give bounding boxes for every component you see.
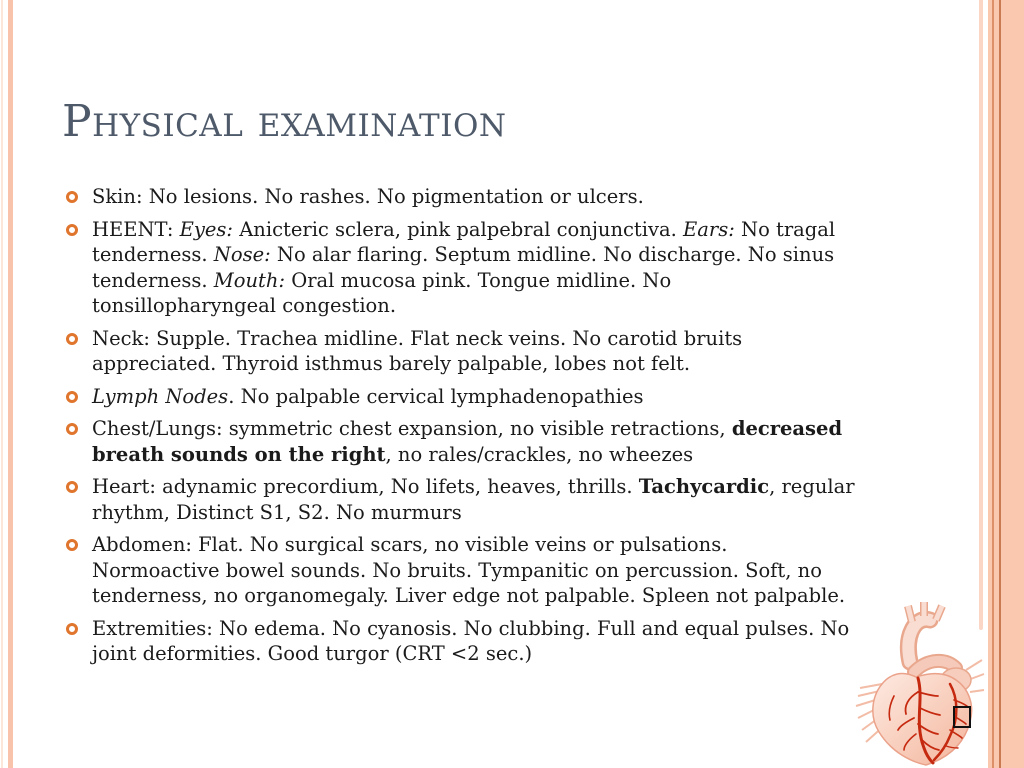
bullet-circle-icon — [66, 423, 78, 435]
heart-anatomy-svg — [854, 600, 986, 768]
bullet-item — [66, 416, 856, 467]
bullet-circle-icon — [66, 391, 78, 403]
bullet-text: Extremities: No edema. No cyanosis. No clubbing. Full and equal pulses. No joint deformities. Good turgor (CRT <2 sec.) — [92, 616, 850, 665]
bullet-item — [66, 474, 856, 525]
bullet-text: Lymph Nodes. No palpable cervical lymphadenopathies — [92, 384, 644, 408]
bullet-text: Chest/Lungs: symmetric chest expansion, no visible retractions, decreased breath sounds on the right, no rales/crackles, no wheezes — [92, 417, 843, 466]
bullet-list — [66, 184, 856, 674]
bullet-text: Neck: Supple. Trachea midline. Flat neck veins. No carotid bruits appreciated. Thyroid isthmus barely palpable, lobes not felt. — [92, 326, 743, 375]
left-edge-thin-rule — [1, 0, 3, 768]
bullet-circle-icon — [66, 623, 78, 635]
bullet-circle-icon — [66, 191, 78, 203]
bullet-text: HEENT: Eyes: Anicteric sclera, pink palpebral conjunctiva. Ears: No tragal tenderness. Nose: No alar flaring. Septum midline. No discharge. No sinus tenderness. Mouth: Oral mucosa pink. Tongue midline. No tonsillopharyngeal congestion. — [92, 217, 836, 317]
bullet-text: Skin: No lesions. No rashes. No pigmentation or ulcers. — [92, 185, 644, 208]
right-band-inner-rule-light — [992, 0, 994, 768]
bullet-item — [66, 184, 856, 210]
bullet-circle-icon — [66, 224, 78, 236]
right-band-inner-rule-dark — [999, 0, 1001, 768]
missing-glyph-box-icon — [953, 706, 971, 728]
bullet-item — [66, 616, 856, 667]
bullet-item — [66, 384, 856, 410]
bullet-text: Heart: adynamic precordium, No lifets, heaves, thrills. Tachycardic, regular rhythm, Distinct S1, S2. No murmurs — [92, 475, 855, 524]
right-edge-thin-rule — [979, 0, 983, 630]
bullet-item — [66, 532, 856, 609]
heart-anatomy-image — [854, 600, 986, 768]
bullet-circle-icon — [66, 333, 78, 345]
left-edge-main-rule — [8, 0, 13, 768]
bullet-text: Abdomen: Flat. No surgical scars, no visible veins or pulsations. Normoactive bowel sounds. No bruits. Tympanitic on percussion. Soft, no tenderness, no organomegaly. Liver edge not palpable. Spleen not palpable. — [92, 533, 846, 607]
bullet-circle-icon — [66, 481, 78, 493]
bullet-item — [66, 217, 856, 319]
bullet-circle-icon — [66, 539, 78, 551]
slide-title: Physical examination — [62, 96, 507, 147]
bullet-item — [66, 326, 856, 377]
